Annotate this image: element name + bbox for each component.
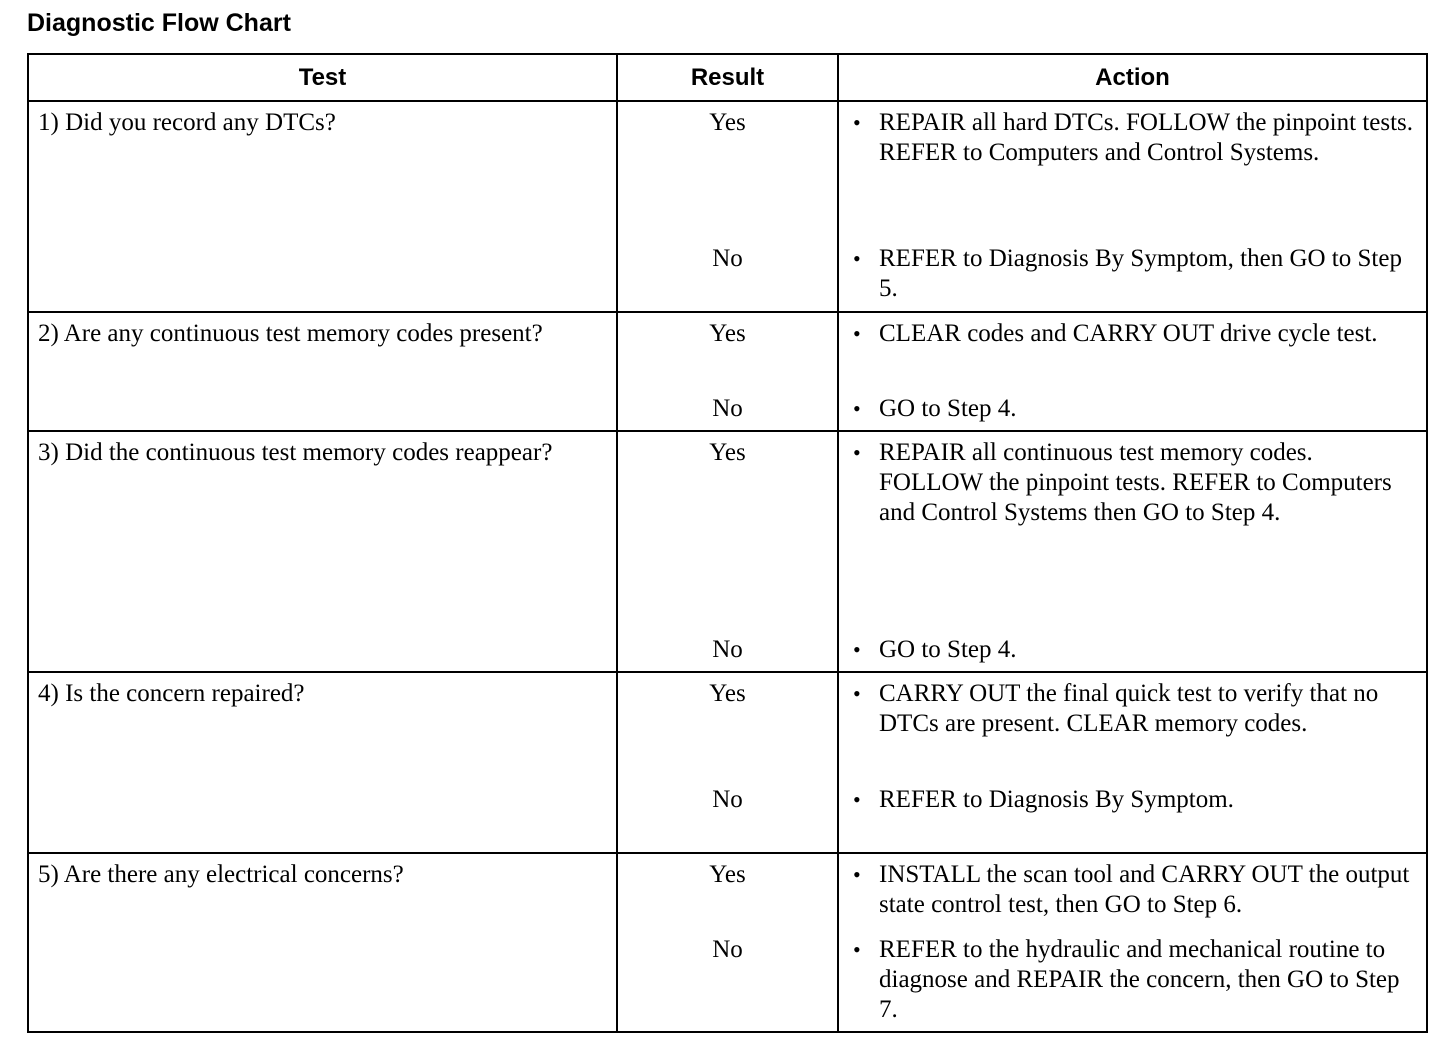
result-yes: Yes	[709, 439, 746, 466]
bullet-icon: •	[853, 246, 861, 271]
bullet-icon: •	[853, 787, 861, 812]
action-item	[853, 935, 1418, 1025]
diagnostic-flow-table	[27, 53, 1428, 1033]
action-cell	[838, 672, 1427, 853]
action-cell	[838, 431, 1427, 672]
bullet-icon: •	[853, 440, 861, 465]
action-text: INSTALL the scan tool and CARRY OUT the output state control test, then GO to Step 6.	[879, 861, 1410, 918]
action-item	[853, 679, 1418, 785]
table-row	[28, 672, 1427, 853]
action-text: GO to Step 4.	[879, 395, 1017, 422]
header-action: Action	[838, 54, 1427, 101]
result-no: No	[712, 936, 743, 963]
bullet-icon: •	[853, 396, 861, 421]
result-yes: Yes	[709, 320, 746, 347]
test-cell	[28, 312, 617, 431]
result-no: No	[712, 245, 743, 272]
test-cell	[28, 431, 617, 672]
bullet-icon: •	[853, 110, 861, 135]
action-item	[853, 635, 1418, 665]
action-item	[853, 438, 1418, 635]
test-cell	[28, 101, 617, 312]
result-yes: Yes	[709, 680, 746, 707]
test-question: 1) Did you record any DTCs?	[38, 109, 336, 136]
action-text: GO to Step 4.	[879, 636, 1017, 663]
action-item	[853, 108, 1418, 244]
test-cell	[28, 672, 617, 853]
header-test: Test	[28, 54, 617, 101]
action-text: CARRY OUT the final quick test to verify that no DTCs are present. CLEAR memory codes.	[879, 680, 1379, 737]
action-text: REPAIR all continuous test memory codes. FOLLOW the pinpoint tests. REFER to Computers and Control Systems then GO to Step 4.	[879, 439, 1392, 526]
action-cell	[838, 101, 1427, 312]
result-cell	[617, 431, 838, 672]
action-cell	[838, 312, 1427, 431]
bullet-icon: •	[853, 937, 861, 962]
page-title: Diagnostic Flow Chart	[27, 9, 291, 37]
action-cell	[838, 853, 1427, 1032]
action-text: REFER to the hydraulic and mechanical routine to diagnose and REPAIR the concern, then GO to Step 7.	[879, 936, 1400, 1023]
result-cell	[617, 853, 838, 1032]
test-cell	[28, 853, 617, 1032]
table-row	[28, 101, 1427, 312]
bullet-icon: •	[853, 321, 861, 346]
result-yes: Yes	[709, 109, 746, 136]
result-cell	[617, 312, 838, 431]
test-question: 4) Is the concern repaired?	[38, 680, 305, 707]
action-text: REFER to Diagnosis By Symptom.	[879, 786, 1234, 813]
header-row	[28, 54, 1427, 101]
action-text: CLEAR codes and CARRY OUT drive cycle test.	[879, 320, 1378, 347]
result-no: No	[712, 395, 743, 422]
result-yes: Yes	[709, 861, 746, 888]
action-text: REFER to Diagnosis By Symptom, then GO to Step 5.	[879, 245, 1402, 302]
table-row	[28, 431, 1427, 672]
result-cell	[617, 101, 838, 312]
action-item	[853, 785, 1418, 815]
test-question: 5) Are there any electrical concerns?	[38, 861, 404, 888]
test-question: 2) Are any continuous test memory codes present?	[38, 320, 543, 347]
result-no: No	[712, 786, 743, 813]
action-text: REPAIR all hard DTCs. FOLLOW the pinpoint tests. REFER to Computers and Control Systems.	[879, 109, 1414, 166]
action-item	[853, 394, 1418, 424]
result-cell	[617, 672, 838, 853]
action-item	[853, 244, 1418, 304]
table-row	[28, 312, 1427, 431]
action-item	[853, 319, 1418, 394]
table-row	[28, 853, 1427, 1032]
action-item	[853, 860, 1418, 935]
test-question: 3) Did the continuous test memory codes reappear?	[38, 439, 553, 466]
bullet-icon: •	[853, 862, 861, 887]
bullet-icon: •	[853, 681, 861, 706]
result-no: No	[712, 636, 743, 663]
header-result: Result	[617, 54, 838, 101]
bullet-icon: •	[853, 637, 861, 662]
